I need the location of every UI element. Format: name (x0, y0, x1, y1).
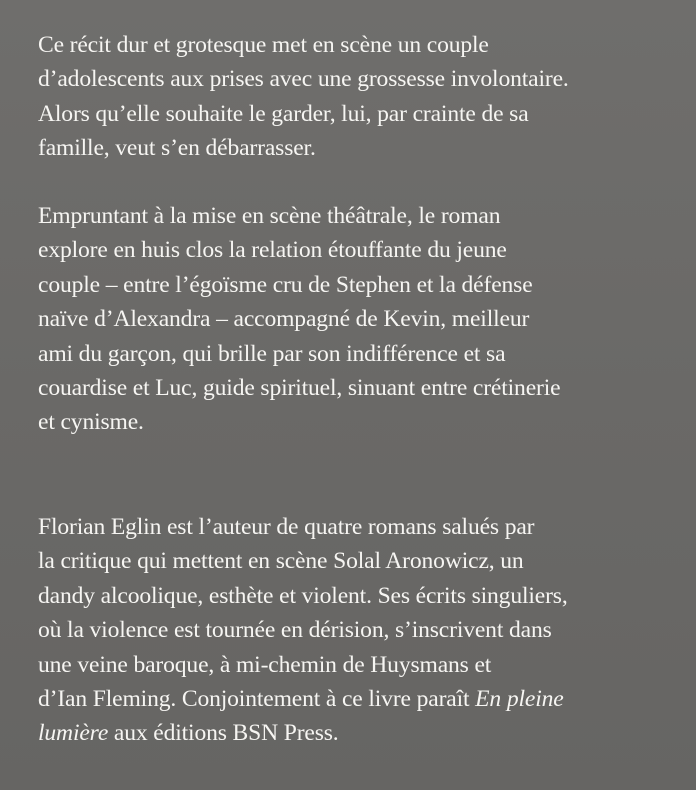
text-line: Ce récit dur et grotesque met en scène un couple (38, 32, 489, 58)
text-line: et cynisme. (38, 409, 144, 436)
book-title-italic: lumière (38, 720, 109, 747)
text-line (38, 716, 568, 750)
paragraph-description (38, 199, 560, 440)
text-line: Alors qu’elle souhaite le garder, lui, par crainte de sa (38, 100, 529, 127)
text-line: où la violence est tournée en dérision, s’inscrivent dans (38, 617, 552, 644)
text-line: d’adolescents aux prises avec une grossesse involontaire. (38, 66, 569, 93)
text-line (38, 682, 568, 716)
text-line: Empruntant à la mise en scène théâtrale, le roman (38, 203, 501, 229)
text-line: ami du garçon, qui brille par son indifférence et sa (38, 340, 506, 367)
text-line: explore en huis clos la relation étouffante du jeune (38, 237, 507, 264)
text-line: dandy alcoolique, esthète et violent. Ses écrits singuliers, (38, 582, 568, 609)
book-title-italic: En pleine (475, 686, 564, 713)
text-line: Florian Eglin est l’auteur de quatre romans salués par (38, 514, 535, 540)
paragraph-summary (38, 28, 569, 166)
text-line: couple – entre l’égoïsme cru de Stephen et la défense (38, 271, 533, 298)
text-segment: aux éditions BSN Press. (108, 720, 339, 747)
text-line: une veine baroque, à mi-chemin de Huysmans et (38, 651, 492, 678)
text-line: naïve d’Alexandra – accompagné de Kevin, meilleur (38, 306, 530, 333)
text-line: famille, veut s’en débarrasser. (38, 135, 316, 162)
paragraph-author-bio (38, 510, 568, 751)
text-line: la critique qui mettent en scène Solal Aronowicz, un (38, 548, 524, 575)
text-line: couardise et Luc, guide spirituel, sinuant entre crétinerie (38, 375, 561, 402)
text-segment: d’Ian Fleming. Conjointement à ce livre paraît (38, 686, 476, 713)
